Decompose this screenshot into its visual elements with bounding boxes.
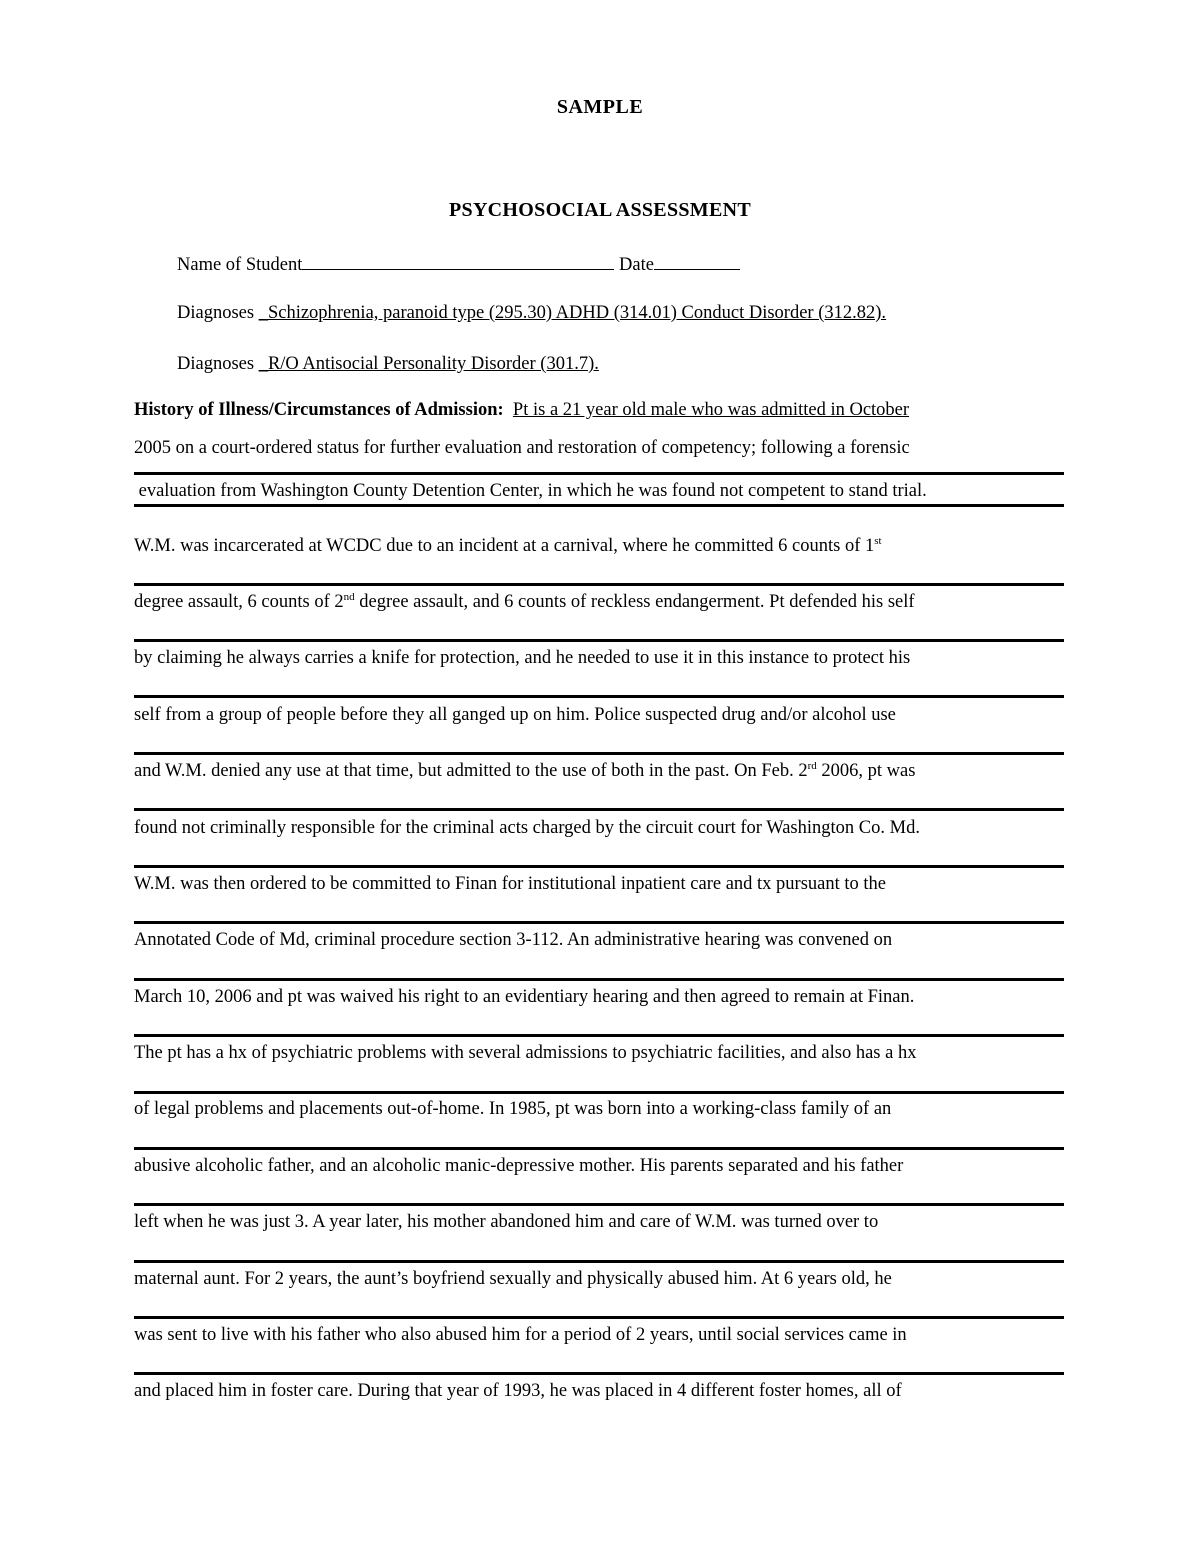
ruled-line [134, 752, 1064, 755]
history-line: The pt has a hx of psychiatric problems with several admissions to psychiatric facilities, and also has a hx [134, 1043, 917, 1063]
student-label: Name of Student [177, 255, 303, 275]
history-heading: History of Illness/Circumstances of Admission: [134, 400, 504, 420]
history-line: was sent to live with his father who also abused him for a period of 2 years, until social services came in [134, 1325, 907, 1345]
diagnoses-line-2 [177, 354, 599, 375]
ruled-line [134, 978, 1064, 981]
date-label: Date [619, 255, 654, 275]
history-line: March 10, 2006 and pt was waived his right to an evidentiary hearing and then agreed to remain at Finan. [134, 987, 915, 1007]
history-line: and placed him in foster care. During that year of 1993, he was placed in 4 different foster homes, all of [134, 1381, 902, 1401]
history-line [134, 592, 915, 613]
history-line: of legal problems and placements out-of-home. In 1985, pt was born into a working-class family of an [134, 1099, 892, 1119]
ruled-line [134, 472, 1064, 475]
diagnoses-value-2: R/O Antisocial Personality Disorder (301.7). [267, 354, 599, 374]
diagnoses-label: Diagnoses [177, 354, 255, 374]
history-line-text: degree assault, and 6 counts of reckless endangerment. Pt defended his self [354, 592, 915, 612]
history-first-line: Pt is a 21 year old male who was admitted in October [512, 400, 910, 420]
sample-heading: SAMPLE [556, 96, 644, 118]
diagnoses-prefix: _ [258, 354, 268, 374]
diagnoses-value-1: Schizophrenia, paranoid type (295.30) ADHD (314.01) Conduct Disorder (312.82). [267, 303, 887, 323]
history-line-text: and W.M. denied any use at that time, but admitted to the use of both in the past. On Feb. 2 [134, 761, 808, 781]
history-line: evaluation from Washington County Detention Center, in which he was found not competent to stand trial. [134, 481, 927, 501]
history-line: abusive alcoholic father, and an alcoholic manic-depressive mother. His parents separated and his father [134, 1156, 904, 1176]
student-date-line [177, 252, 740, 276]
history-line: 2005 on a court-ordered status for further evaluation and restoration of competency; following a forensic [134, 438, 910, 458]
ruled-line [134, 695, 1064, 698]
history-line: left when he was just 3. A year later, his mother abandoned him and care of W.M. was turned over to [134, 1212, 879, 1232]
history-line-text: degree assault, 6 counts of 2 [134, 592, 344, 612]
history-line: W.M. was then ordered to be committed to Finan for institutional inpatient care and tx pursuant to the [134, 874, 886, 894]
ruled-line [134, 921, 1064, 924]
ruled-line [134, 504, 1064, 507]
ruled-line [134, 1034, 1064, 1037]
history-line [134, 761, 915, 782]
ruled-line [134, 1147, 1064, 1150]
history-line: Annotated Code of Md, criminal procedure section 3-112. An administrative hearing was convened on [134, 930, 893, 950]
diagnoses-prefix: _ [258, 303, 268, 323]
history-intro-line [134, 400, 909, 421]
history-line [134, 536, 882, 557]
ruled-line [134, 1203, 1064, 1206]
diagnoses-line-1 [177, 303, 886, 324]
page-title: PSYCHOSOCIAL ASSESSMENT [449, 199, 751, 221]
superscript: rd [807, 759, 817, 772]
ruled-line [134, 1260, 1064, 1263]
superscript: nd [343, 590, 355, 603]
ruled-line [134, 808, 1064, 811]
ruled-line [134, 583, 1064, 586]
ruled-line [134, 1091, 1064, 1094]
ruled-line [134, 865, 1064, 868]
ruled-line [134, 1316, 1064, 1319]
history-line: by claiming he always carries a knife for protection, and he needed to use it in this instance to protect his [134, 648, 911, 668]
history-line: self from a group of people before they all ganged up on him. Police suspected drug and/or alcohol use [134, 705, 896, 725]
history-line-text: W.M. was incarcerated at WCDC due to an incident at a carnival, where he committed 6 counts of 1 [134, 536, 875, 556]
ruled-line [134, 1372, 1064, 1375]
superscript: st [874, 534, 882, 547]
history-line-text: 2006, pt was [816, 761, 916, 781]
student-name-blank[interactable] [302, 252, 614, 270]
history-line: found not criminally responsible for the criminal acts charged by the circuit court for Washington Co. Md. [134, 818, 920, 838]
ruled-line [134, 639, 1064, 642]
date-blank[interactable] [654, 252, 740, 270]
diagnoses-label: Diagnoses [177, 303, 255, 323]
history-line: maternal aunt. For 2 years, the aunt’s boyfriend sexually and physically abused him. At 6 years old, he [134, 1269, 892, 1289]
